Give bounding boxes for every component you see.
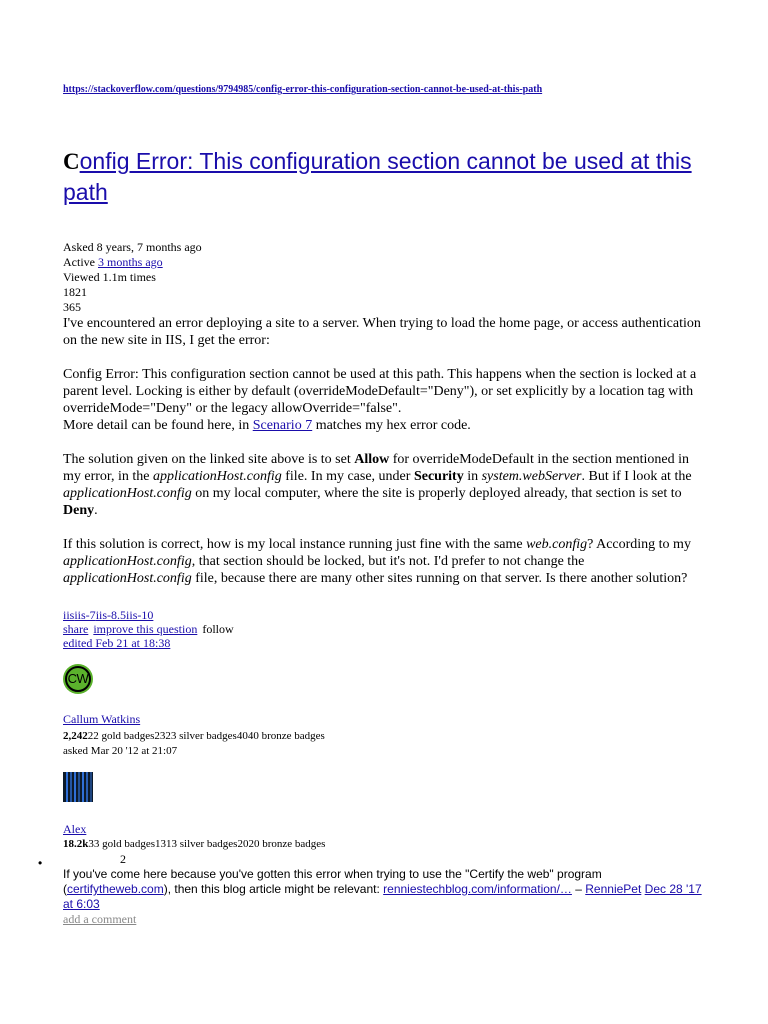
editor-avatar-text: CW bbox=[65, 666, 91, 692]
tag-link[interactable]: iis-10 bbox=[126, 608, 154, 622]
improve-question-link[interactable]: improve this question bbox=[93, 622, 198, 636]
tag-link[interactable]: iis bbox=[63, 608, 75, 622]
question-title-link[interactable]: onfig Error: This configuration section cannot be used at this path bbox=[63, 148, 692, 205]
comment-text-b: ), then this blog article might be relevant: bbox=[163, 882, 384, 896]
p3-text: More detail can be found here, in bbox=[63, 418, 253, 433]
post-actions bbox=[63, 622, 234, 636]
p4-security: Security bbox=[413, 469, 464, 484]
add-comment-row bbox=[63, 912, 136, 927]
editor-avatar[interactable] bbox=[63, 664, 93, 694]
blog-link[interactable]: renniestechblog.com/information/… bbox=[383, 882, 572, 896]
p4-allow: Allow bbox=[354, 452, 390, 467]
tag-list bbox=[63, 608, 153, 622]
asked-label: Asked 8 years, 7 months ago bbox=[63, 240, 202, 254]
add-comment-link[interactable]: add a comment bbox=[63, 912, 137, 926]
paragraph-4 bbox=[63, 451, 703, 519]
active-link[interactable]: 3 months ago bbox=[98, 255, 163, 269]
editor-reputation bbox=[63, 730, 325, 743]
p4-text-d: in bbox=[463, 469, 482, 484]
paragraph-3 bbox=[63, 417, 703, 434]
source-url-link[interactable]: https://stackoverflow.com/questions/9794985/config-error-this-configuration-section-cannot-be-used-at-this-path bbox=[63, 84, 543, 95]
p5-text-a: If this solution is correct, how is my local instance running just fine with the same bbox=[63, 537, 527, 552]
p4-webserver: system.webServer bbox=[481, 469, 582, 484]
paragraph-2: Config Error: This configuration section cannot be used at this path. This happens when the section is locked at a parent level. Locking is either by default (overrideModeDefault="Deny"), or set explicitly by a location tag with overrideMode="Deny" or the legacy allowOverride="false". bbox=[63, 367, 697, 416]
p5-webconfig: web.config bbox=[526, 537, 588, 552]
p5-text-c: , that section should be locked, but it's not. I'd prefer to not change the bbox=[191, 554, 585, 569]
question-body bbox=[63, 315, 703, 587]
p5-text-d: file, because there are many other sites running on that server. Is there another solution? bbox=[191, 571, 688, 586]
p4-text-f: on my local computer, where the site is properly deployed already, that section is set to bbox=[191, 486, 682, 501]
asker-reputation bbox=[63, 838, 325, 851]
p5-apphost: applicationHost.config bbox=[63, 554, 192, 569]
active-label: Active bbox=[63, 255, 95, 269]
tag-link[interactable]: iis-8.5 bbox=[95, 608, 127, 622]
viewed-label: Viewed 1.1m times bbox=[63, 270, 156, 284]
p4-deny: Deny bbox=[63, 503, 95, 518]
question-title bbox=[63, 146, 703, 208]
p4-text-c: file. In my case, under bbox=[281, 469, 414, 484]
comment-text-a: If you've come here because you've gotten this error when trying to use the "Certify the web" program ( bbox=[63, 867, 602, 896]
p4-text-e: . But if I look at the bbox=[581, 469, 692, 484]
paragraph-1: I've encountered an error deploying a site to a server. When trying to load the home page, or access authentication on the new site in IIS, I get the error: bbox=[63, 316, 701, 348]
active-row bbox=[63, 255, 202, 270]
p4-apphost: applicationHost.config bbox=[153, 469, 282, 484]
title-first-letter: C bbox=[63, 149, 80, 174]
editor-name-link[interactable]: Callum Watkins bbox=[63, 712, 141, 726]
vote-count: 1821 bbox=[63, 285, 87, 299]
asker-name-link[interactable]: Alex bbox=[63, 822, 87, 836]
p4-text-b: for overrideModeDefault in the section mentioned in my error, in the bbox=[63, 452, 689, 484]
p5-apphost-2: applicationHost.config bbox=[63, 571, 192, 586]
comment-author-link[interactable]: RenniePet bbox=[585, 882, 642, 896]
editor-badges: 22 gold badges2323 silver badges4040 bronze badges bbox=[87, 730, 325, 742]
p3-text-end: matches my hex error code. bbox=[312, 418, 471, 433]
p4-apphost-2: applicationHost.config bbox=[63, 486, 192, 501]
asker-badges: 33 gold badges1313 silver badges2020 bronze badges bbox=[88, 838, 326, 850]
comment-text bbox=[63, 867, 703, 912]
comment-date-link[interactable]: Dec 28 '17 at 6:03 bbox=[63, 882, 702, 911]
p4-text-g: . bbox=[94, 503, 98, 518]
certifytheweb-link[interactable]: certifytheweb.com bbox=[67, 882, 164, 896]
comment-dash: – bbox=[571, 882, 586, 896]
edited-link[interactable]: edited Feb 21 at 18:38 bbox=[63, 636, 171, 650]
follow-label[interactable]: follow bbox=[202, 622, 234, 636]
comment-score: 2 bbox=[120, 852, 126, 866]
editor-rep-score: 2,242 bbox=[63, 730, 88, 742]
asker-avatar[interactable] bbox=[63, 772, 93, 802]
asker-rep-score: 18.2k bbox=[63, 838, 89, 850]
paragraph-5 bbox=[63, 536, 703, 587]
scenario-7-link[interactable]: Scenario 7 bbox=[252, 418, 313, 433]
p4-text-a: The solution given on the linked site above is to set bbox=[63, 452, 355, 467]
bookmark-count: 365 bbox=[63, 300, 81, 314]
p5-text-b: ? According to my bbox=[587, 537, 691, 552]
list-bullet: • bbox=[38, 856, 43, 870]
asked-timestamp: asked Mar 20 '12 at 21:07 bbox=[63, 745, 178, 757]
tag-link[interactable]: iis-7 bbox=[74, 608, 96, 622]
question-meta bbox=[63, 240, 202, 315]
share-link[interactable]: share bbox=[63, 622, 89, 636]
